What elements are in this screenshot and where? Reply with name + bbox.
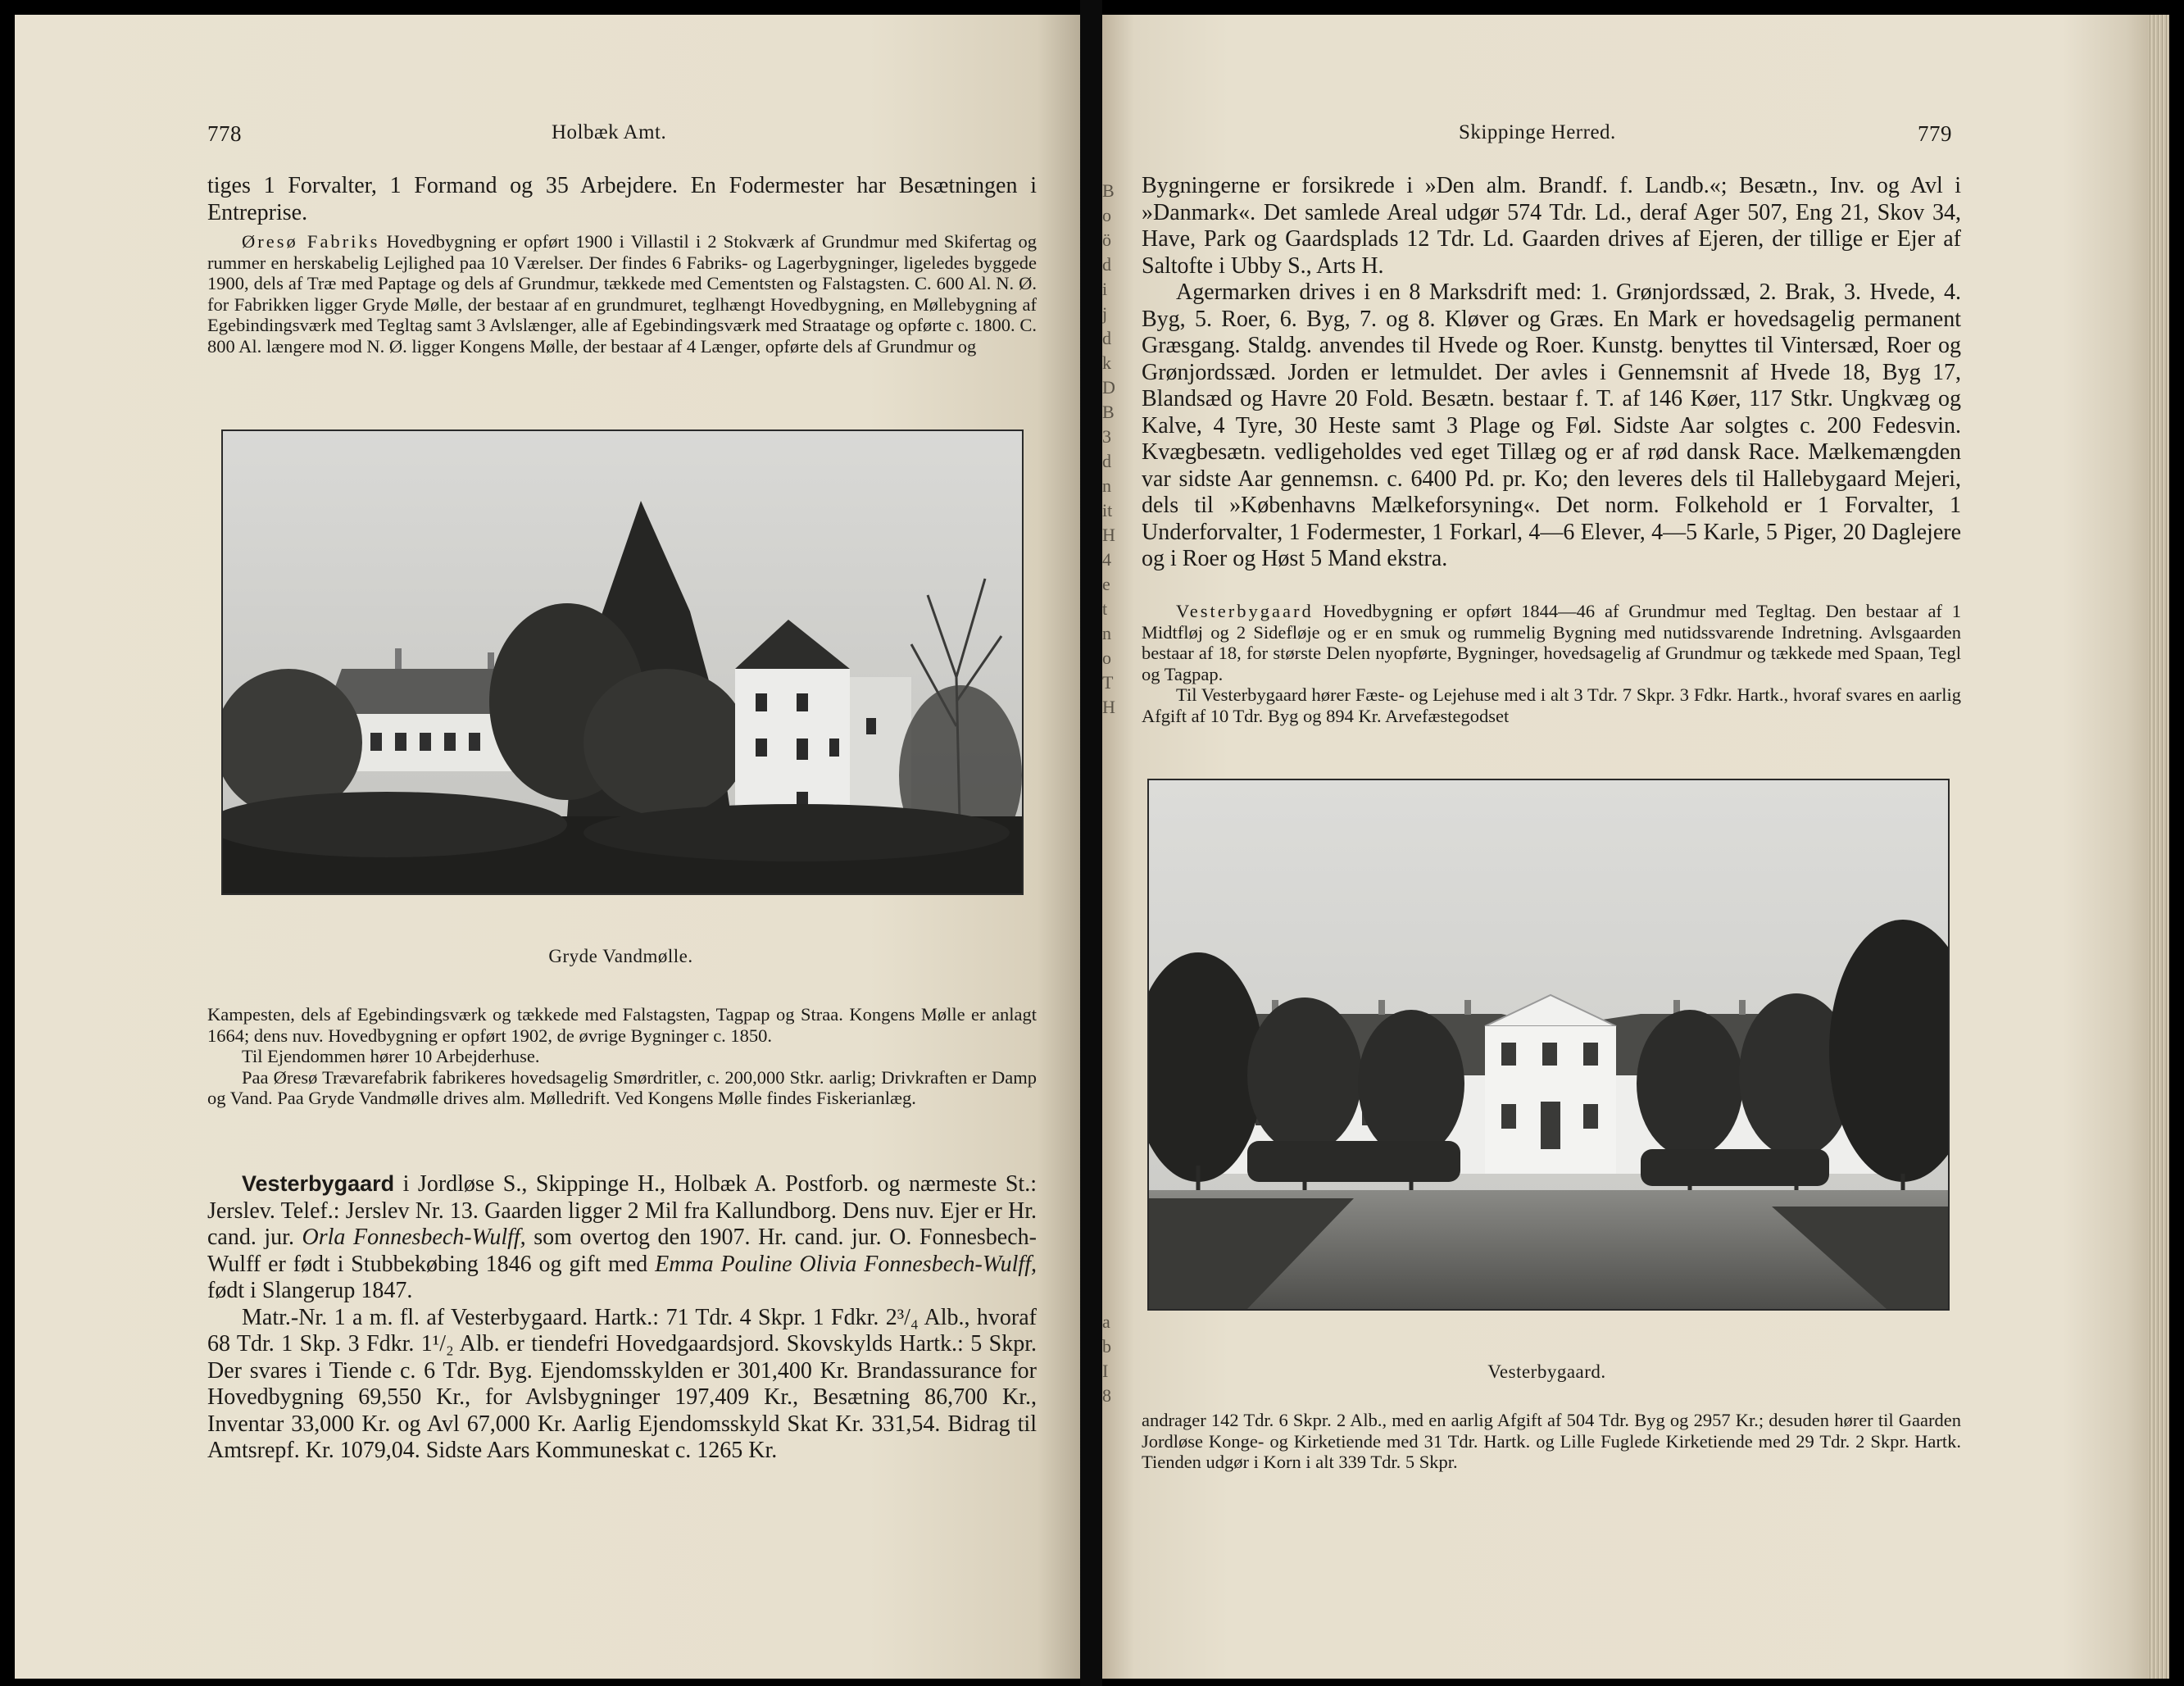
paragraph: Til Vesterbygaard hører Fæste- og Lejehuse med i alt 3 Tdr. 7 Skpr. 3 Fdkr. Hartk., hvoraf svares en aarlig Afgift af 10 Tdr. Byg og 894 Kr. Arvefæstegodset [1142,684,1961,726]
paragraph: Paa Øresø Trævarefabrik fabrikeres hovedsagelig Smørdritler, c. 200,000 Stkr. aarlig; Drivkraften er Damp og Vand. Paa Gryde Vandmølle drives alm. Mølledrift. Ved Kongens Mølle findes Fiskerianlæg. [207,1066,1037,1108]
strip-char: it [1102,500,1113,520]
paragraph: andrager 142 Tdr. 6 Skpr. 2 Alb., med en aarlig Afgift af 504 Tdr. Byg og 2957 Kr.; desuden hører til Gaarden Jordløse Konge- og Kirketiende med 31 Tdr. Hartk. og Lille Fuglede Kirketiende med 29 Tdr. 2 Skpr. Hartk. Tienden udgør i Korn i alt 339 Tdr. 5 Skpr. [1142,1410,1961,1472]
spaced-lead: Øresø Fabriks [242,231,380,252]
vesterbygaard-entry [207,1170,1037,1465]
oreso-factory-paragraph [207,231,1037,357]
photo-gryde-vandmolle [221,429,1024,895]
paragraph-text: Hovedbygning er opført 1900 i Villastil i 2 Stokværk af Grundmur med Skifertag og rummer en herskabelig Lejlighed paa 10 Værelser. Der findes 6 Fabriks- og Lagerbygninger, ligeledes byggede 1900, dels af Træ med Paptage og dels af Grundmur, tækkede med Cementsten og Falstagsten. C. 600 Al. N. Ø. for Fabrikken ligger Gryde Mølle, der bestaar af en grundmuret, teglhængt Hovedbygning, en Møllebygning af Egebindingsværk med Tegltag samt 3 Avlslænger, alle af Egebindingsværk med Straatage og opførte c. 1800. C. 800 Al. længere mod N. Ø. ligger Kongens Mølle, der bestaar af 4 Længer, opførte dels af Grundmur og [207,231,1038,357]
running-head-title: Skippinge Herred. [1459,121,1616,143]
left-page [15,15,1080,1679]
strip-char: d [1102,451,1111,471]
strip-char: T [1102,672,1114,693]
strip-char: o [1102,205,1111,225]
paragraph: tiges 1 Forvalter, 1 Formand og 35 Arbejdere. En Fodermester har Besætningen i Entreprise. [207,173,1037,225]
page-number: 779 [1918,121,1952,146]
paragraph: Bygningerne er forsikrede i »Den alm. Brandf. f. Landb.«; Besætn., Inv. og Avl i »Danmark«. Det samlede Areal udgør 574 Tdr. Ld., deraf Ager 507, Eng 21, Skov 34, Have, Park og Gaardsplads 12 Tdr. Ld. Gaarden drives af Ejeren, der tillige er Ejer af Saltofte i Ubby S., Arts H. [1142,173,1961,279]
entry-title: Vesterbygaard [242,1171,395,1196]
paragraph: Matr.-Nr. 1 a m. fl. af Vesterbygaard. Hartk.: 71 Tdr. 4 Skpr. 1 Fdkr. 2³/₄ Alb., hvoraf 68 Tdr. 1 Skp. 3 Fdkr. 1¹/₂ Alb. er tiendefri Hovedgaardsjord. Skovskylds Hartk.: 5 Skpr. Der svares i Tiende c. 6 Tdr. Byg. Ejendomsskylden er 301,400 Kr. Brandassurance for Hovedbygning 69,550 Kr., for Avlsbygninger 197,409 Kr., Besætning 86,700 Kr., Inventar 33,000 Kr. og Avl 67,000 Kr. Aarlig Ejendomsskyld Skat Kr. 331,54. Bidrag til Amtsrepf. Kr. 1079,04. Sidste Aars Kommuneskat c. 1265 Kr. [207,1304,1037,1463]
arvefaeste-paragraph [1142,1410,1961,1473]
strip-char: k [1102,352,1111,373]
strip-char: a [1102,1311,1110,1332]
vesterbygaard-building-paragraphs [1142,601,1961,726]
paragraph-text: Hovedbygning er opført 1844—46 af Grundmur med Tegltag. Den bestaar af 1 Midtfløj og 2 Sidefløje og er en smuk og rummelig Bygning med nutidssvarende Indretning. Avlsgaarden bestaar af 18, for største Delen nyopførte, Bygninger, hovedsagelig af Grundmur og tækkede med Spaan, Tegl og Tagpap. [1142,601,1961,684]
running-head-title: Holbæk Amt. [552,121,667,143]
strip-char: B [1102,180,1115,201]
strip-char: e [1102,574,1110,594]
paragraph: Til Ejendommen hører 10 Arbejderhuse. [242,1046,540,1066]
wife-name: Emma Pouline Olivia Fonnesbech-Wulff, [655,1251,1037,1277]
kampesten-paragraphs [207,1004,1037,1109]
strip-char: H [1102,697,1115,717]
right-main-paragraphs [1142,173,1961,573]
strip-char: 4 [1102,549,1111,570]
photo-caption: Gryde Vandmølle. [548,946,693,966]
photo-caption: Vesterbygaard. [1487,1361,1606,1382]
strip-char: D [1102,377,1115,398]
right-page [1102,15,2169,1679]
paragraph: Kampesten, dels af Egebindingsværk og tækkede med Falstagsten, Tagpap og Straa. Kongens Mølle er anlagt 1664; dens nuv. Hovedbygning er opført 1902, de øvrige Bygninger c. 1850. [207,1004,1037,1046]
strip-char: i [1102,279,1108,299]
strip-char: d [1102,328,1111,348]
owner-name: Orla Fonnesbech-Wulff, [302,1225,526,1250]
left-top-paragraph [207,173,1037,226]
book-gutter [1080,0,1102,1686]
strip-char: I [1102,1361,1109,1381]
entry-text: i Jordløse S., Skippinge H., Holbæk A. Postforb. og nærmeste St.: Jerslev. Telef.: Jerslev Nr. 13. Gaarden ligger 2 Mil fra Kallundborg. Dens nuv. Ejer er Hr. cand. jur. [207,1171,1037,1250]
strip-char: t [1102,598,1108,619]
strip-char: n [1102,623,1111,643]
strip-char: o [1102,648,1111,668]
right-running-head [1102,121,2169,154]
entry-text: som overtog den 1907. Hr. cand. jur. O. Fonnesbech-Wulff er født i Stubbekøbing 1846 og gift med [207,1225,1037,1277]
strip-char: B [1102,402,1115,422]
strip-char: d [1102,254,1111,275]
paragraph: Agermarken drives i en 8 Marksdrift med: 1. Grønjordssæd, 2. Brak, 3. Hvede, 4. Byg, 5. Roer, 6. Byg, 7. og 8. Kløver og Græs. En Mark er hovedsagelig permanent Græsgang. Staldg. anvendes til Hvede og Roer. Kunstg. benyttes til Vintersæd, Roer og Grønjordssæd. Jorden er letmuldet. Der avles i Gennemsnit af Hvede 18, Byg 17, Blandsæd og Havre 20 Fold. Besætn. bestaar f. T. af 146 Køer, 117 Stkr. Ungkvæg og Kalve, 4 Tyre, 30 Heste samt 3 Plage og Føl. Sidste Aar solgtes c. 200 Fedesvin. Kvægbesætn. vedligeholdes ved eget Tillæg og er af rød dansk Race. Mælkemængden var sidste Aar gennemsn. c. 6400 Pd. pr. Ko; den leveres dels til Hallebygaard Mejeri, dels til »Københavns Mælkeforsyning«. Det norm. Folkehold er 1 Forvalter, 1 Underforvalter, 1 Fodermester, 1 Forkarl, 4—6 Elever, 4—5 Karle, 5 Piger, 20 Daglejere og i Roer og Høst 5 Mand ekstra. [1142,279,1961,571]
adjacent-page-margin-strip [1102,15,1127,1679]
strip-char: j [1102,303,1108,324]
strip-char: n [1102,475,1111,496]
strip-char: ö [1102,229,1111,250]
left-running-head [15,121,1080,154]
strip-char: H [1102,525,1115,545]
strip-char: 8 [1102,1385,1111,1406]
book-fore-edge [2148,15,2169,1679]
photo-vesterbygaard [1147,779,1950,1311]
spaced-lead: Vesterbygaard [1176,601,1314,621]
strip-char: b [1102,1336,1111,1357]
strip-char: 3 [1102,426,1111,447]
entry-text: født i Slangerup 1847. [207,1278,413,1303]
page-number: 778 [207,121,242,146]
